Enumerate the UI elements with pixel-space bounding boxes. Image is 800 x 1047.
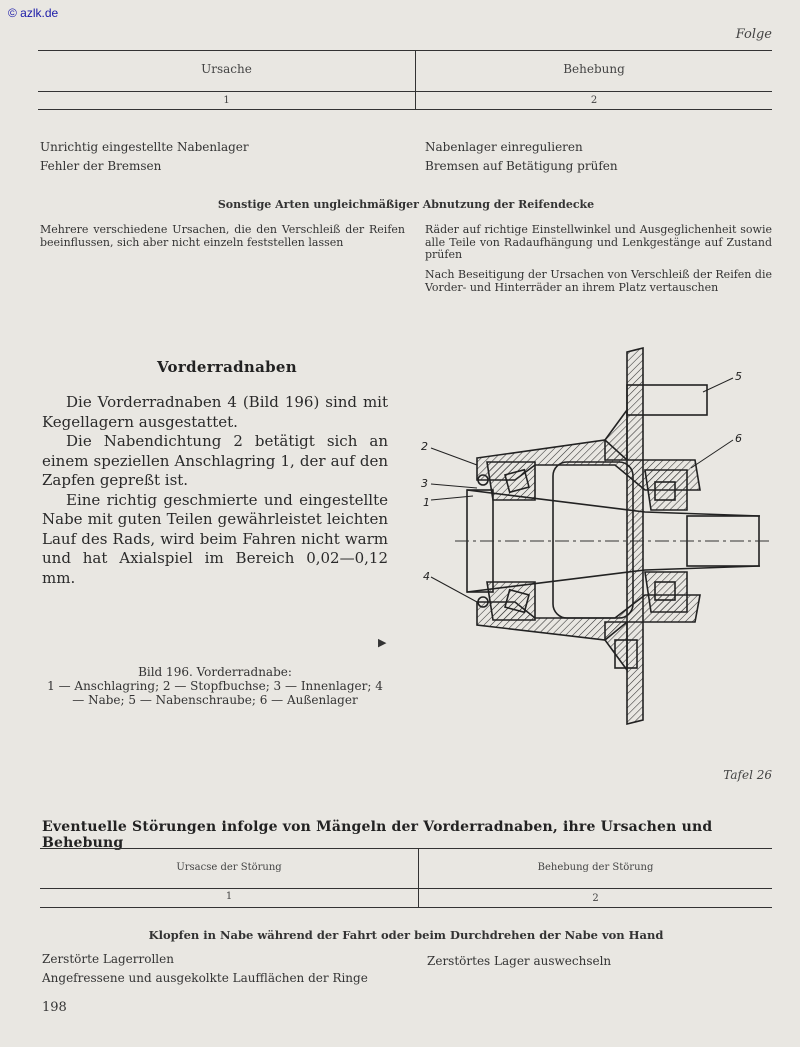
table2-top-rule [40, 848, 772, 849]
tafel-label: Tafel 26 [723, 768, 772, 782]
table1-num-1: 1 [223, 95, 230, 106]
label-4: 4 [423, 570, 430, 583]
table2-num-2: 2 [592, 893, 599, 904]
watermark: © azlk.de [8, 6, 59, 20]
continuation-label: Folge [735, 27, 772, 42]
table2-header-fix: Behebung der Störung [537, 862, 654, 873]
table1-header-fix: Behebung [563, 62, 625, 76]
table1-num-2: 2 [590, 95, 598, 106]
fix-cell: Nabenlager einregulieren [425, 140, 583, 154]
cause-cell: Fehler der Bremsen [40, 159, 162, 173]
outer-bearing-race-bottom [645, 572, 687, 612]
leader-2 [431, 448, 477, 465]
fix-cell: Zerstörtes Lager auswechseln [427, 954, 612, 968]
table1-header-rule [38, 91, 772, 92]
table2-num-1: 1 [225, 891, 233, 902]
hub-cross-section-drawing [415, 340, 775, 730]
table2-title: Eventuelle Störungen infolge von Mängeln der Vorderradnaben, ihre Ursachen und Behebung [42, 819, 713, 851]
article-paragraph: Die Vorderradnaben 4 (Bild 196) sind mit Kegellagern ausgestattet. [42, 393, 388, 431]
article-paragraph: Eine richtig geschmierte und eingestellte Nabe mit guten Teilen gewährleistet leichten Lauf des Rads, wird beim Fahren nicht warm und hat Axialspiel im Bereich 0,02—0,12 mm. [42, 490, 388, 587]
table1-section-fix-1: Räder auf richtige Einstellwinkel und Ausgeglichenheit sowie alle Teile von Radaufhängung und Lenkgestänge auf Zustand prüfen [425, 223, 772, 261]
article-body [42, 393, 388, 588]
label-5: 5 [735, 370, 742, 383]
label-3: 3 [421, 477, 428, 490]
leader-3 [431, 484, 477, 488]
table1-top-rule [38, 50, 772, 51]
table2-bottom-rule [40, 907, 772, 908]
leader-6 [691, 440, 733, 468]
table-row [40, 138, 249, 176]
hub-cavity [553, 462, 633, 618]
table-row [42, 950, 368, 988]
table-row [425, 138, 618, 176]
fix-cell: Bremsen auf Betätigung prüfen [425, 159, 618, 173]
label-1: 1 [423, 496, 430, 509]
table1-section-fix-2: Nach Beseitigung der Ursachen von Verschleiß der Reifen die Vorder- und Hinterräder an ihrem Platz vertauschen [425, 268, 772, 294]
table1-bottom-rule [38, 109, 772, 110]
table1-header-cause: Ursache [201, 62, 252, 76]
arrow-marker-icon: ▶ [378, 636, 387, 649]
table1-section-title: Sonstige Arten ungleichmäßiger Abnutzung der Reifendecke [217, 198, 595, 211]
cause-cell: Unrichtig eingestellte Nabenlager [40, 140, 249, 154]
outer-bearing-race-top [645, 470, 687, 510]
table2-header-rule [40, 888, 772, 889]
table2-section-title: Klopfen in Nabe während der Fahrt oder beim Durchdrehen der Nabe von Hand [148, 928, 664, 942]
leader-4 [431, 577, 477, 602]
article-paragraph: Die Nabendichtung 2 betätigt sich an einem speziellen Anschlagring 1, der auf den Zapfen gepreßt ist. [42, 432, 388, 489]
cause-cell: Zerstörte Lagerrollen [42, 952, 174, 966]
label-6: 6 [735, 432, 742, 445]
figure-caption-legend: 1 — Anschlagring; 2 — Stopfbuchse; 3 — Innenlager; 4 — Nabe; 5 — Nabenschraube; 6 — Außenlager [47, 679, 383, 707]
page-number: 198 [42, 1000, 67, 1015]
table2-header-cause: Ursacse der Störung [176, 862, 282, 873]
label-2: 2 [421, 440, 428, 453]
figure-caption [40, 665, 390, 707]
table1-section-cause: Mehrere verschiedene Ursachen, die den Verschleiß der Reifen beeinflussen, sich aber nicht einzeln feststellen lassen [40, 223, 405, 249]
article-heading: Vorderradnaben [157, 358, 297, 376]
cause-cell: Angefressene und ausgekolkte Laufflächen der Ringe [42, 971, 368, 985]
figure-caption-title: Bild 196. Vorderradnabe: [138, 665, 292, 679]
